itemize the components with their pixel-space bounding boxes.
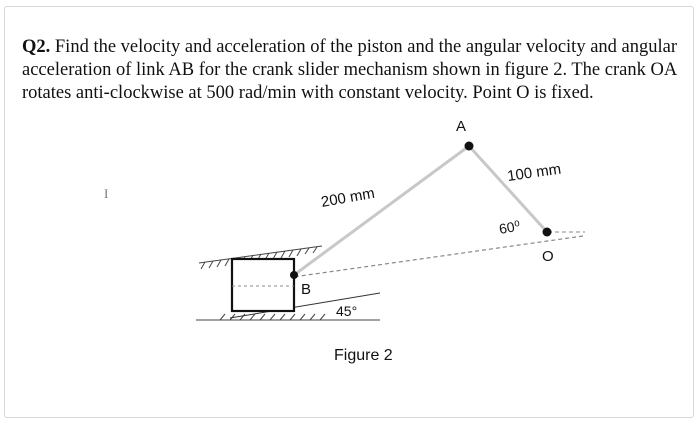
joint-o bbox=[543, 228, 552, 237]
label-a: A bbox=[456, 118, 467, 135]
question-body: Find the velocity and acceleration of the piston and the angular velocity and angular acceleration of link AB for the crank slider mechanism shown in figure 2. The crank OA rotates anti-clockwise at 500 rad/min with constant velocity. Point O is fixed. bbox=[22, 37, 677, 103]
figure-caption: Figure 2 bbox=[334, 347, 393, 364]
joint-a bbox=[465, 142, 474, 151]
label-b: B bbox=[301, 281, 312, 298]
length-ab-label: 200 mm bbox=[319, 184, 377, 211]
joint-b bbox=[290, 271, 298, 279]
length-oa-label: 100 mm bbox=[506, 160, 563, 185]
label-o: O bbox=[542, 248, 554, 265]
angle-incline-label: 45° bbox=[336, 303, 358, 319]
question-number: Q2. bbox=[22, 37, 51, 57]
text-cursor-icon: I bbox=[104, 186, 109, 201]
angle-crank-label: 60⁰ bbox=[497, 217, 522, 237]
piston-block bbox=[232, 259, 294, 311]
